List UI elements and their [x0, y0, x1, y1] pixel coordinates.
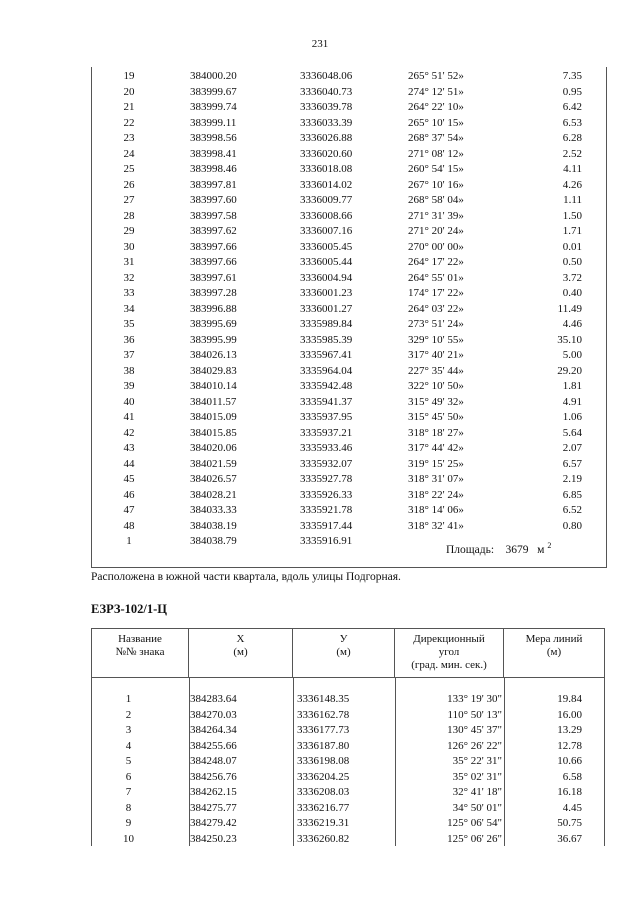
x-coordinate: 383997.61 [190, 271, 237, 284]
direction-angle: 318° 18' 27» [408, 426, 464, 439]
direction-angle: 34° 50' 01" [452, 801, 502, 814]
direction-angle: 268° 37' 54» [408, 132, 464, 144]
table-row [92, 692, 604, 708]
point-number: 35 [123, 318, 135, 330]
direction-angle: 264° 22' 10» [408, 101, 464, 113]
section-heading: ЕЗРЗ-102/1-Ц [91, 602, 167, 616]
x-coordinate: 384015.09 [190, 411, 237, 423]
header-line: У [339, 633, 348, 645]
table-row [92, 503, 606, 519]
y-coordinate: 3335937.21 [300, 426, 353, 439]
direction-angle: 130° 45' 37" [447, 724, 502, 736]
x-coordinate: 384000.20 [190, 70, 237, 82]
x-coordinate: 384020.06 [190, 442, 237, 454]
direction-angle: 174° 17' 22» [408, 287, 464, 299]
direction-angle: 264° 17' 22» [408, 256, 464, 268]
table-row [92, 832, 604, 848]
y-coordinate: 3335933.46 [300, 442, 353, 454]
point-number: 29 [123, 225, 135, 237]
line-length: 6.52 [562, 504, 582, 516]
point-number: 28 [123, 209, 135, 222]
point-number: 26 [123, 178, 135, 191]
line-length: 2.19 [562, 473, 582, 485]
point-number: 27 [123, 194, 135, 206]
y-coordinate: 3335926.33 [300, 488, 353, 501]
header-line: №№ знака [115, 646, 165, 658]
line-length: 0.80 [562, 519, 582, 532]
point-number: 45 [123, 473, 135, 485]
point-number: 23 [123, 132, 135, 144]
y-coordinate: 3336187.80 [297, 739, 350, 752]
header-y [293, 629, 395, 677]
direction-angle: 270° 00' 00» [408, 240, 464, 253]
x-coordinate: 383995.99 [190, 333, 237, 346]
direction-angle: 264° 55' 01» [408, 271, 464, 284]
point-number: 21 [123, 101, 135, 113]
header-x [189, 629, 293, 677]
x-coordinate: 384256.76 [190, 770, 237, 783]
line-length: 6.58 [562, 770, 582, 783]
y-coordinate: 3336216.77 [297, 801, 350, 814]
x-coordinate: 383999.74 [190, 101, 237, 113]
y-coordinate: 3336004.94 [300, 271, 353, 284]
x-coordinate: 383996.88 [190, 302, 237, 315]
header-point-name [92, 629, 189, 677]
point-number: 41 [123, 411, 135, 423]
x-coordinate: 384038.19 [190, 519, 237, 532]
table-row [92, 364, 606, 380]
y-coordinate: 3335932.07 [300, 457, 353, 470]
x-coordinate: 383997.60 [190, 194, 237, 206]
direction-angle: 274° 12' 51» [408, 85, 464, 98]
point-number: 22 [123, 116, 135, 129]
y-coordinate: 3336005.45 [300, 240, 353, 253]
y-coordinate: 3336162.78 [297, 708, 350, 721]
point-number: 1 [126, 535, 132, 547]
line-length: 7.35 [562, 70, 582, 82]
line-length: 6.85 [562, 488, 582, 501]
table-row [92, 739, 604, 755]
y-coordinate: 3336001.23 [300, 287, 353, 299]
point-number: 36 [123, 333, 135, 346]
table-row [92, 178, 606, 194]
y-coordinate: 3336208.03 [297, 786, 350, 798]
direction-angle: 268° 58' 04» [408, 194, 464, 206]
point-number: 48 [123, 519, 135, 532]
table-row [92, 224, 606, 240]
x-coordinate: 384262.15 [190, 786, 237, 798]
x-coordinate: 384026.57 [190, 473, 237, 485]
x-coordinate: 383997.58 [190, 209, 237, 222]
y-coordinate: 3336005.44 [300, 256, 353, 268]
line-length: 1.06 [562, 411, 582, 423]
x-coordinate: 384279.42 [190, 817, 237, 829]
direction-angle: 318° 14' 06» [408, 504, 464, 516]
table-row [92, 708, 604, 724]
area-summary [446, 541, 551, 556]
direction-angle: 315° 49' 32» [408, 395, 464, 408]
table2-rows [92, 692, 604, 847]
y-coordinate: 3336148.35 [297, 693, 350, 705]
y-coordinate: 3335985.39 [300, 333, 353, 346]
y-coordinate: 3336204.25 [297, 770, 350, 783]
y-coordinate: 3336040.73 [300, 85, 353, 98]
direction-angle: 315° 45' 50» [408, 411, 464, 423]
table-row [92, 472, 606, 488]
area-value: 3679 [505, 543, 529, 556]
line-length: 2.52 [562, 147, 582, 160]
x-coordinate: 383997.81 [190, 178, 237, 191]
point-number: 24 [123, 147, 135, 160]
x-coordinate: 383995.69 [190, 318, 237, 330]
direction-angle: 318° 32' 41» [408, 519, 464, 532]
y-coordinate: 3336014.02 [300, 178, 353, 191]
table2-body [91, 678, 605, 846]
line-length: 5.64 [562, 426, 582, 439]
header-line: Название [118, 633, 162, 645]
point-number: 37 [123, 349, 135, 361]
x-coordinate: 384010.14 [190, 380, 237, 392]
direction-angle: 35° 22' 31" [452, 755, 502, 767]
point-number: 46 [123, 488, 135, 501]
table-row [92, 801, 604, 817]
direction-angle: 264° 03' 22» [408, 302, 464, 315]
y-coordinate: 3336009.77 [300, 194, 353, 206]
point-number: 3 [125, 724, 132, 736]
table-row [92, 770, 604, 786]
table-row [92, 240, 606, 256]
point-number: 33 [123, 287, 135, 299]
direction-angle: 265° 51' 52» [408, 70, 464, 82]
y-coordinate: 3335942.48 [300, 380, 353, 392]
x-coordinate: 383997.62 [190, 225, 237, 237]
y-coordinate: 3336020.60 [300, 147, 353, 160]
direction-angle: 271° 31' 39» [408, 209, 464, 222]
point-number: 47 [123, 504, 135, 516]
point-number: 8 [125, 801, 132, 814]
x-coordinate: 384270.03 [190, 708, 237, 721]
table-row [92, 441, 606, 457]
table-row [92, 209, 606, 225]
table-row [92, 785, 604, 801]
direction-angle: 227° 35' 44» [408, 364, 464, 377]
y-coordinate: 3335964.04 [300, 364, 353, 377]
table-row [92, 410, 606, 426]
line-length: 6.28 [562, 132, 582, 144]
x-coordinate: 383997.66 [190, 240, 237, 253]
line-length: 16.00 [557, 708, 582, 721]
line-length: 4.91 [562, 395, 582, 408]
table-row [92, 131, 606, 147]
line-length: 4.26 [562, 178, 582, 191]
table-row [92, 333, 606, 349]
y-coordinate: 3336198.08 [297, 755, 350, 767]
x-coordinate: 384248.07 [190, 755, 237, 767]
direction-angle: 271° 08' 12» [408, 147, 464, 160]
table-row [92, 162, 606, 178]
table-row [92, 116, 606, 132]
header-line: Дирекционный [413, 633, 485, 645]
line-length: 6.53 [562, 116, 582, 129]
header-line: Х [236, 633, 245, 645]
y-coordinate: 3336008.66 [300, 209, 353, 222]
line-length: 19.84 [557, 693, 582, 705]
point-number: 6 [125, 770, 132, 783]
direction-angle: 318° 31' 07» [408, 473, 464, 485]
x-coordinate: 384029.83 [190, 364, 237, 377]
line-length: 3.72 [562, 271, 582, 284]
point-number: 7 [125, 786, 132, 798]
line-length: 4.45 [562, 801, 582, 814]
page-number: 231 [311, 38, 329, 50]
table-row [92, 754, 604, 770]
line-length: 2.07 [562, 442, 582, 454]
line-length: 0.50 [562, 256, 582, 268]
location-description: Расположена в южной части квартала, вдоль улицы Подгорная. [91, 571, 401, 583]
x-coordinate: 384275.77 [190, 801, 237, 814]
direction-angle: 329° 10' 55» [408, 333, 464, 346]
point-number: 39 [123, 380, 135, 392]
line-length: 29.20 [557, 364, 582, 377]
table-row [92, 457, 606, 473]
y-coordinate: 3336001.27 [300, 302, 353, 315]
line-length: 5.00 [562, 349, 582, 361]
y-coordinate: 3336048.06 [300, 70, 353, 82]
x-coordinate: 384283.64 [190, 693, 237, 705]
y-coordinate: 3335916.91 [300, 535, 353, 547]
point-number: 43 [123, 442, 135, 454]
table-row [92, 488, 606, 504]
x-coordinate: 384038.79 [190, 535, 237, 547]
direction-angle: 260° 54' 15» [408, 163, 464, 175]
table-row [92, 147, 606, 163]
point-number: 5 [125, 755, 132, 767]
line-length: 1.50 [562, 209, 582, 222]
direction-angle: 32° 41' 18" [452, 786, 502, 798]
y-coordinate: 3336018.08 [300, 163, 353, 175]
point-number: 42 [123, 426, 135, 439]
direction-angle: 317° 44' 42» [408, 442, 464, 454]
header-line: (град. мин. сек.) [411, 659, 487, 671]
point-number: 31 [123, 256, 135, 268]
table-row [92, 100, 606, 116]
line-length: 12.78 [557, 739, 582, 752]
table-row [92, 723, 604, 739]
point-number: 34 [123, 302, 135, 315]
x-coordinate: 383998.41 [190, 147, 237, 160]
header-line: (м) [336, 646, 351, 658]
table-row [92, 348, 606, 364]
table-row [92, 255, 606, 271]
x-coordinate: 384015.85 [190, 426, 237, 439]
line-length: 0.95 [562, 85, 582, 98]
point-number: 38 [123, 364, 135, 377]
y-coordinate: 3335917.44 [300, 519, 353, 532]
line-length: 1.81 [562, 380, 582, 392]
header-line: угол [438, 646, 460, 658]
x-coordinate: 384264.34 [190, 724, 237, 736]
line-length: 10.66 [557, 755, 582, 767]
direction-angle: 126° 26' 22" [447, 739, 502, 752]
point-number: 30 [123, 240, 135, 253]
x-coordinate: 383997.66 [190, 256, 237, 268]
y-coordinate: 3336177.73 [297, 724, 350, 736]
table-row [92, 519, 606, 535]
table2-header [91, 628, 605, 678]
x-coordinate: 384028.21 [190, 488, 237, 501]
y-coordinate: 3336033.39 [300, 116, 353, 129]
direction-angle: 319° 15' 25» [408, 457, 464, 470]
header-direction-angle [395, 629, 504, 677]
header-line: (м) [233, 646, 248, 658]
line-length: 13.29 [557, 724, 582, 736]
table1-rows [92, 69, 606, 550]
line-length: 16.18 [557, 786, 582, 798]
x-coordinate: 384250.23 [190, 832, 237, 845]
table-row [92, 395, 606, 411]
line-length: 11.49 [557, 302, 582, 315]
header-line-length [504, 629, 604, 677]
table-row [92, 85, 606, 101]
x-coordinate: 384021.59 [190, 457, 237, 470]
x-coordinate: 383998.56 [190, 132, 237, 144]
point-number: 32 [123, 271, 135, 284]
point-number: 20 [123, 85, 135, 98]
area-label: Площадь: [446, 543, 495, 556]
line-length: 0.01 [562, 240, 582, 253]
area-unit-superscript: 2 [547, 541, 552, 550]
line-length: 6.57 [562, 457, 582, 470]
direction-angle: 317° 40' 21» [408, 349, 464, 361]
x-coordinate: 383999.67 [190, 85, 237, 98]
header-line: Мера линий [525, 633, 583, 645]
x-coordinate: 384026.13 [190, 349, 237, 361]
direction-angle: 322° 10' 50» [408, 380, 464, 392]
table-row [92, 379, 606, 395]
point-number: 25 [123, 163, 135, 175]
y-coordinate: 3335967.41 [300, 349, 353, 361]
line-length: 4.11 [563, 163, 582, 175]
table-row [92, 816, 604, 832]
y-coordinate: 3336260.82 [297, 832, 350, 845]
x-coordinate: 383998.46 [190, 163, 237, 175]
y-coordinate: 3335941.37 [300, 395, 353, 408]
point-number: 2 [125, 708, 132, 721]
direction-angle: 110° 50' 13" [447, 708, 502, 721]
table-row [92, 69, 606, 85]
x-coordinate: 383999.11 [190, 116, 237, 129]
point-number: 19 [123, 70, 135, 82]
area-unit: м [537, 543, 545, 556]
point-number: 9 [125, 817, 132, 829]
direction-angle: 125° 06' 54" [447, 817, 502, 829]
line-length: 1.11 [563, 194, 582, 206]
point-number: 44 [123, 457, 135, 470]
table-row [92, 193, 606, 209]
coordinates-table-2 [91, 628, 605, 846]
y-coordinate: 3335921.78 [300, 504, 353, 516]
point-number: 1 [125, 693, 132, 705]
x-coordinate: 383997.28 [190, 287, 237, 299]
direction-angle: 265° 10' 15» [408, 116, 464, 129]
line-length: 35.10 [557, 333, 582, 346]
direction-angle: 133° 19' 30" [447, 693, 502, 705]
point-number: 40 [123, 395, 135, 408]
direction-angle: 125° 06' 26" [447, 832, 502, 845]
direction-angle: 35° 02' 31" [452, 770, 502, 783]
header-line: (м) [546, 646, 562, 658]
direction-angle: 271° 20' 24» [408, 225, 464, 237]
table-row [92, 286, 606, 302]
line-length: 0.40 [562, 287, 582, 299]
x-coordinate: 384033.33 [190, 504, 237, 516]
direction-angle: 318° 22' 24» [408, 488, 464, 501]
line-length: 6.42 [562, 101, 582, 113]
y-coordinate: 3335989.84 [300, 318, 353, 330]
x-coordinate: 384255.66 [190, 739, 237, 752]
line-length: 1.71 [562, 225, 582, 237]
point-number: 4 [125, 739, 132, 752]
y-coordinate: 3336007.16 [300, 225, 353, 237]
direction-angle: 273° 51' 24» [408, 318, 464, 330]
y-coordinate: 3335927.78 [300, 473, 353, 485]
table-row [92, 426, 606, 442]
table-row [92, 317, 606, 333]
table-row [92, 302, 606, 318]
line-length: 36.67 [557, 832, 582, 845]
y-coordinate: 3336026.88 [300, 132, 353, 144]
table-row [92, 271, 606, 287]
x-coordinate: 384011.57 [190, 395, 237, 408]
y-coordinate: 3336039.78 [300, 101, 353, 113]
y-coordinate: 3336219.31 [297, 817, 350, 829]
coordinates-table-continued [91, 67, 607, 568]
point-number: 10 [123, 832, 134, 845]
y-coordinate: 3335937.95 [300, 411, 353, 423]
line-length: 4.46 [562, 318, 582, 330]
direction-angle: 267° 10' 16» [408, 178, 464, 191]
line-length: 50.75 [557, 817, 582, 829]
